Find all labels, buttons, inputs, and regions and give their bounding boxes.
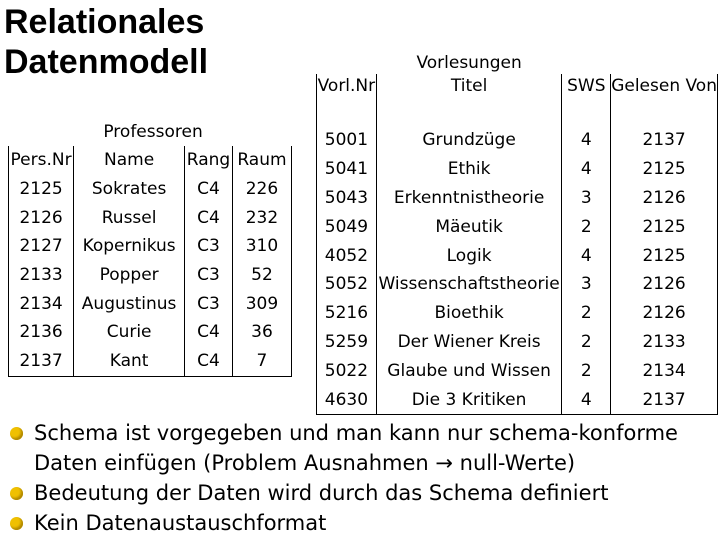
table-cell: 2 [562, 299, 611, 328]
table-cell: Kopernikus [74, 232, 185, 261]
table-cell: C4 [185, 347, 233, 376]
table-cell: Augustinus [74, 289, 185, 318]
table-cell: 3 [562, 270, 611, 299]
vorlesungen-caption-spacer [562, 52, 611, 74]
table-row [9, 347, 292, 376]
column-header: Titel [376, 74, 562, 126]
vorlesungen-header-row [317, 74, 718, 126]
table-cell: 5049 [317, 212, 377, 241]
professoren-caption-spacer [232, 118, 291, 146]
table-row [9, 203, 292, 232]
table-cell: 309 [232, 289, 291, 318]
table-cell: 4630 [317, 385, 377, 414]
table-cell: C4 [185, 203, 233, 232]
table-cell: 36 [232, 318, 291, 347]
bullet-dot-icon [10, 517, 23, 530]
bullet-dot-icon [10, 487, 23, 500]
table-cell: 5216 [317, 299, 377, 328]
bullet-text: Schema ist vorgegeben und man kann nur schema-konforme Daten einfügen (Problem Ausnahmen → null-Werte) [34, 421, 678, 475]
table-row [317, 241, 718, 270]
vorlesungen-caption: Vorlesungen [416, 53, 522, 73]
table-cell: Curie [74, 318, 185, 347]
bullet-dot-icon [10, 427, 23, 440]
table-cell: 2125 [611, 155, 718, 184]
table-cell: Russel [74, 203, 185, 232]
table-row [9, 232, 292, 261]
table-cell: 2137 [611, 126, 718, 155]
table-row [317, 212, 718, 241]
table-cell: 2126 [611, 270, 718, 299]
table-cell: 2134 [9, 289, 74, 318]
table-cell: 7 [232, 347, 291, 376]
table-cell: 2133 [9, 261, 74, 290]
vorlesungen-caption-spacer [611, 52, 718, 74]
table-cell: 2133 [611, 328, 718, 357]
table-cell: 5041 [317, 155, 377, 184]
table-cell: 4052 [317, 241, 377, 270]
table-row [317, 328, 718, 357]
table-row [9, 261, 292, 290]
table-cell: C3 [185, 261, 233, 290]
table-cell: 226 [232, 175, 291, 204]
table-cell: 2136 [9, 318, 74, 347]
table-cell: 2126 [611, 184, 718, 213]
table-cell: Glaube und Wissen [376, 356, 562, 385]
table-cell: Kant [74, 347, 185, 376]
bullet-text: Bedeutung der Daten wird durch das Schema definiert [34, 481, 609, 505]
table-cell: 4 [562, 241, 611, 270]
column-header: Gelesen Von [611, 74, 718, 126]
table-row [317, 299, 718, 328]
table-cell: 2137 [611, 385, 718, 414]
column-header: Name [74, 146, 185, 175]
professoren-caption-spacer [9, 118, 74, 146]
bullet-text: Kein Datenaustauschformat [34, 511, 327, 535]
table-cell: 4 [562, 126, 611, 155]
slide-title: Relationales Datenmodell [4, 3, 209, 81]
table-cell: 232 [232, 203, 291, 232]
column-header: Vorl.Nr [317, 74, 377, 126]
column-header: Rang [185, 146, 233, 175]
column-header: Raum [232, 146, 291, 175]
table-cell: Der Wiener Kreis [376, 328, 562, 357]
bullet-list [8, 418, 708, 538]
table-cell: 2 [562, 356, 611, 385]
table-row [317, 126, 718, 155]
table-cell: Erkenntnistheorie [376, 184, 562, 213]
vorlesungen-caption-spacer [317, 52, 377, 74]
table-cell: 52 [232, 261, 291, 290]
table-cell: 3 [562, 184, 611, 213]
table-cell: Logik [376, 241, 562, 270]
table-cell: Grundzüge [376, 126, 562, 155]
table-row [317, 385, 718, 414]
table-cell: 5043 [317, 184, 377, 213]
table-row [317, 184, 718, 213]
table-cell: C4 [185, 318, 233, 347]
table-row [317, 270, 718, 299]
table-cell: 2127 [9, 232, 74, 261]
table-cell: Die 3 Kritiken [376, 385, 562, 414]
table-cell: 2137 [9, 347, 74, 376]
column-header: Pers.Nr [9, 146, 74, 175]
table-cell: C3 [185, 289, 233, 318]
table-cell: C3 [185, 232, 233, 261]
table-cell: 2126 [9, 203, 74, 232]
table-cell: 5022 [317, 356, 377, 385]
table-row [9, 175, 292, 204]
table-cell: 5259 [317, 328, 377, 357]
table-cell: 2125 [611, 241, 718, 270]
table-cell: 2126 [611, 299, 718, 328]
table-cell: 2125 [611, 212, 718, 241]
table-cell: Popper [74, 261, 185, 290]
professoren-table [8, 118, 292, 377]
table-cell: Ethik [376, 155, 562, 184]
bullet-item [8, 508, 708, 538]
table-cell: 2 [562, 328, 611, 357]
column-header: SWS [562, 74, 611, 126]
vorlesungen-table [316, 52, 718, 415]
table-cell: 4 [562, 155, 611, 184]
professoren-caption: Professoren [103, 122, 203, 142]
table-cell: Mäeutik [376, 212, 562, 241]
table-cell: 5052 [317, 270, 377, 299]
table-cell: 310 [232, 232, 291, 261]
bullet-item [8, 478, 708, 508]
bullet-item [8, 418, 708, 478]
table-cell: Bioethik [376, 299, 562, 328]
table-cell: Wissenschaftstheorie [376, 270, 562, 299]
table-cell: 2125 [9, 175, 74, 204]
professoren-header-row [9, 146, 292, 175]
table-cell: Sokrates [74, 175, 185, 204]
table-row [317, 155, 718, 184]
table-cell: 4 [562, 385, 611, 414]
table-cell: 2134 [611, 356, 718, 385]
table-cell: 2 [562, 212, 611, 241]
table-row [317, 356, 718, 385]
table-row [9, 318, 292, 347]
table-cell: 5001 [317, 126, 377, 155]
table-cell: C4 [185, 175, 233, 204]
table-row [9, 289, 292, 318]
